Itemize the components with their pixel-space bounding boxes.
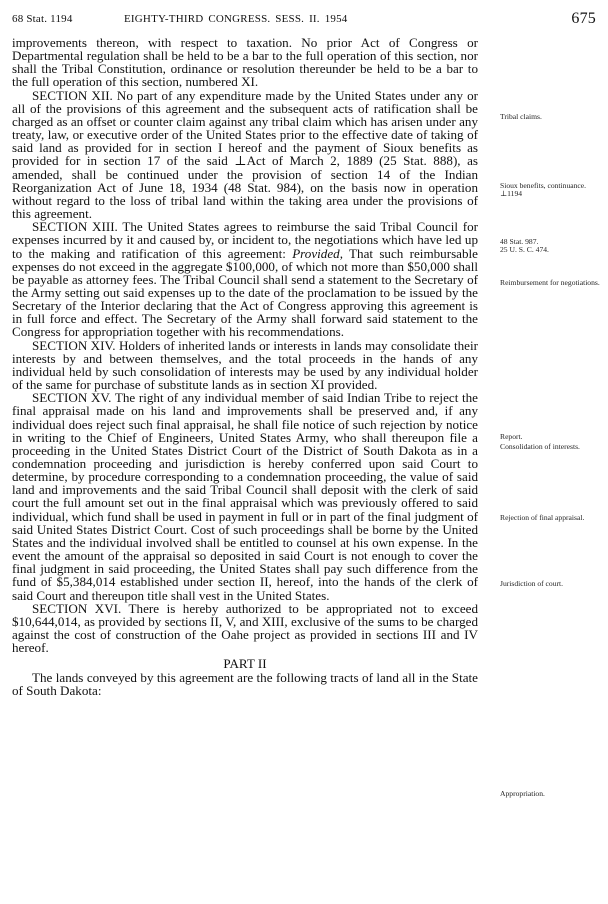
part-heading: PART II [223,656,267,672]
margin-note-consolidation: Consolidation of interests. [500,442,580,451]
margin-note-jurisdiction: Jurisdiction of court. [500,579,564,588]
paragraph-section-xvi: SECTION XVI. There is hereby authorized to be appropriated not to exceed $10,644,014, as provided by sections II, V, and XIII, exclusive of the sums to be charged against the cost of construction of the Oahe project as provided in sections III and IV hereof. [12,600,478,656]
margin-note-report: Report. [500,432,523,441]
margin-note-tribal-claims: Tribal claims. [500,112,542,121]
paragraph-section-xii: SECTION XII. No part of any expenditure made by the United States under any or all of the provisions of this agreement and the subsequent acts of ratification shall be charged as an offset or counter claim against any tribal claim which has arisen under any treaty, law, or executive order of the United States prior to the effective date of taking of said land as provided for in section I hereof and the payment of Sioux benefits as provided for in section 17 of the said ⊥Act of March 2, 1889 (25 Stat. 888), as amended, shall be continued under the provision of section 14 of the Indian Reorganization Act of June 18, 1934 (48 Stat. 984), on the basis now in operation without regard to the loss of tribal land within the taking area under the provisions of this agreement. [12,87,478,222]
section-xiii-text-a: SECTION XIII. The United States agrees to reimburse the said Tribal Council for expenses incurred by it and caused by, or incident to, the negotiations which have led up to the making and ratification of this agreement: [12,219,478,261]
paragraph-section-xv: SECTION XV. The right of any individual member of said Indian Tribe to reject the final appraisal made on his land and improvements shall be preserved and, if any individual does reject such final appraisal, he shall file notice of such rejection by notice in writing to the Chief of Engineers, United States Army, who shall thereupon file a proceeding in the United States District Court of the District of South Dakota as in a condemnation proceeding and jurisdiction is hereby conferred upon said Court to determine, by procedure corresponding to a condemnation proceeding, the value of said land and improvements and the said Tribal Council shall deposit with the clerk of said court the full amount set out in the final appraisal which was previously offered to said individual, which fund shall be used in payment in full or in part of the final judgment of said United States District Court. Cost of such proceedings shall be borne by the United States and the individual involved shall be entitled to counsel at his own expense. In the event the amount of the appraisal so deposited in said Court is not enough to cover the final judgment in said proceeding, the United States shall pay such difference from the fund of $5,384,014 established under section II, hereof, into the hands of the clerk of said Court and thereupon title shall vest in the United States. [12,390,478,603]
margin-note-sioux-ref: ⊥1194 [500,189,523,199]
proviso-italic: Provided, [292,245,343,261]
margin-note-appropriation: Appropriation. [500,789,545,798]
margin-note-sioux-text: Sioux benefits, continuance. [500,181,587,190]
margin-note-stat-refs [500,238,602,255]
paragraph-section-xiv: SECTION XIV. Holders of inherited lands or interests in lands may consolidate their interests by and between themselves, and the total proceeds in the hands of any individual held by such consolidation of interests may be used by any individual holder of the same for purchase of substitute lands as in section XI provided. [12,337,478,393]
paragraph-section-xi-end: improvements thereon, with respect to taxation. No prior Act of Congress or Departmental regulation shall be held to be a bar to the full operation of this section, nor shall the Tribal Constitution, ordinance or resolution thereunder be held to be a bar to the full operation of this section, numbered XI. [12,35,478,90]
statute-reference: 68 Stat. 1194 [12,13,73,25]
margin-note-stat-ref-1: 48 Stat. 987. [500,237,539,246]
margin-note-reimbursement: Reimbursement for negotiations. [500,278,600,287]
paragraph-part-ii-intro: The lands conveyed by this agreement are the following tracts of land all in the State of South Dakota: [12,669,478,698]
margin-note-stat-ref-2: 25 U. S. C. 474. [500,245,549,255]
paragraph-section-xiii [12,220,478,338]
page-number: 675 [571,10,596,27]
margin-note-sioux-benefits [500,182,602,199]
statute-text [12,36,478,697]
congress-session-title: EIGHTY-THIRD CONGRESS. SESS. II. 1954 [124,13,348,25]
section-xiii-text-b: That such reimbursable expenses do not exceed in the aggregate $100,000, of which not more than $50,000 shall be payable as attorney fees. The Tribal Council shall send a statement to the Secretary of the Army setting out said expenses up to the date of the proclamation to be issued by the Secretary of the Interior declaring that the Act of Congress approving this agreement is in full force and effect. The Secretary of the Army shall forward said statement to the Congress for appropriation together with his recommendations. [12,245,478,340]
running-header [12,10,596,32]
margin-note-rejection: Rejection of final appraisal. [500,513,585,522]
